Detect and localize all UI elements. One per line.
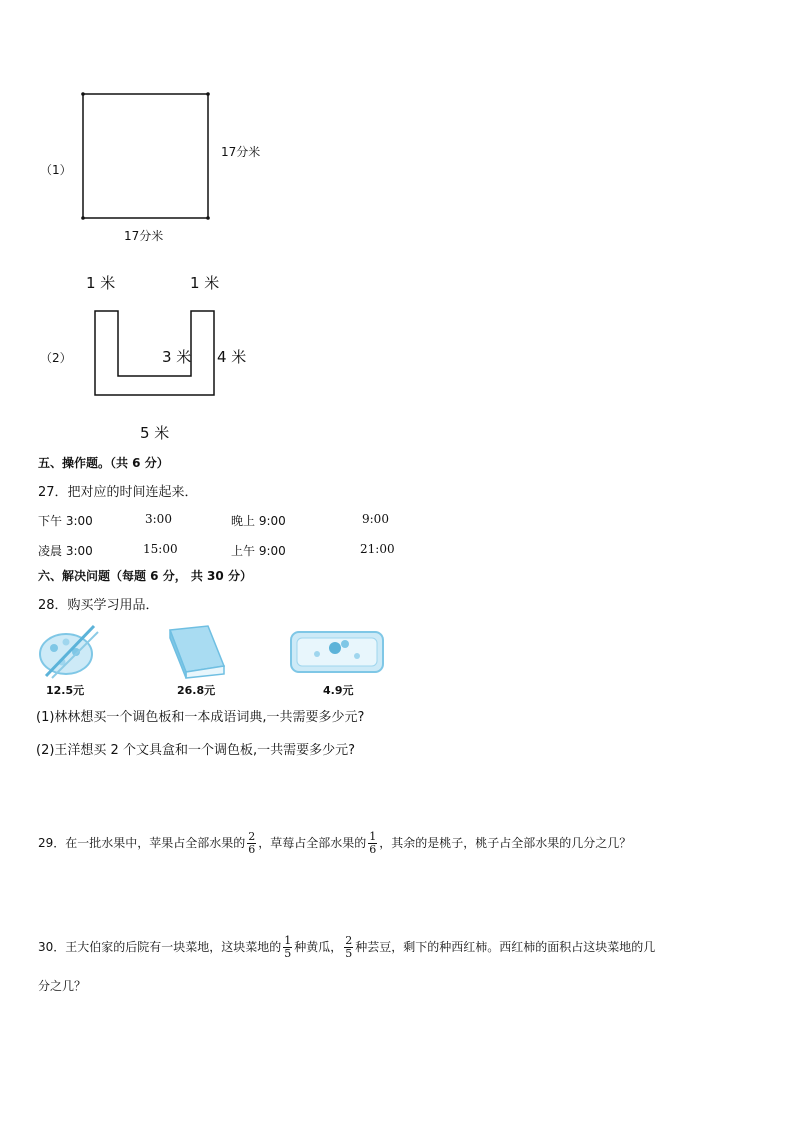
u-top-right-label: 1 米 <box>190 274 220 292</box>
q30-fraction-cucumber <box>283 935 292 960</box>
q27-row1-col3: 晚上 9:00 <box>231 514 286 528</box>
q29-text <box>38 828 631 858</box>
q30-frac2-num: 2 <box>345 934 353 947</box>
q27-row2-col3: 上午 9:00 <box>231 544 286 558</box>
q27-prompt: 27．把对应的时间连起来． <box>38 485 198 500</box>
q30-fraction-beans <box>344 935 353 960</box>
q27-row2-col1: 凌晨 3:00 <box>38 544 93 558</box>
q28-prompt: 28．购买学习用品． <box>38 598 159 613</box>
q27-row2-col2: 15:00 <box>143 542 178 556</box>
q27-row2-col4: 21:00 <box>360 542 395 556</box>
figure1-label: （1） <box>40 163 72 177</box>
q29-frac1-num: 2 <box>248 830 256 843</box>
section6-heading: 六、解决问题（每题 6 分， 共 30 分） <box>38 569 252 583</box>
q30-text <box>38 932 655 962</box>
q30-part3: 种芸豆，剩下的种西红柿。西红柿的面积占这块菜地的几 <box>355 940 656 954</box>
q30-part1: 30．王大伯家的后院有一块菜地，这块菜地的 <box>38 940 282 954</box>
q29-part1: 29．在一批水果中，苹果占全部水果的 <box>38 836 246 850</box>
u-shape <box>95 311 214 395</box>
palette-icon <box>36 622 100 680</box>
q29-frac2-num: 1 <box>369 830 377 843</box>
q30-frac1-num: 1 <box>284 934 292 947</box>
q28-sub2: (2)王洋想买 2 个文具盒和一个调色板,一共需要多少元? <box>36 743 355 758</box>
q29-part2: ，草莓占全部水果的 <box>258 836 367 850</box>
u-inner-height-label: 3 米 <box>162 348 192 366</box>
square-bottom-side-label: 17分米 <box>124 229 164 243</box>
dictionary-book-icon <box>164 622 228 680</box>
u-top-left-label: 1 米 <box>86 274 116 292</box>
q28-sub1: (1)林林想买一个调色板和一本成语词典,一共需要多少元? <box>36 710 365 725</box>
section5-heading: 五、操作题。（共 6 分） <box>38 456 169 470</box>
q27-row1-col1: 下午 3:00 <box>38 514 93 528</box>
figure2-label: （2） <box>40 351 72 365</box>
q30-frac2-den: 5 <box>345 947 353 960</box>
q29-frac1-den: 6 <box>248 843 256 856</box>
palette-price: 12.5元 <box>46 684 85 697</box>
q30-part2: 种黄瓜， <box>294 940 343 954</box>
u-bottom-width-label: 5 米 <box>140 424 170 442</box>
u-outer-height-label: 4 米 <box>217 348 247 366</box>
q29-fraction-apples <box>247 831 256 856</box>
q29-part3: ，其余的是桃子，桃子占全部水果的几分之几？ <box>379 836 632 850</box>
square-right-side-label: 17分米 <box>221 145 261 159</box>
pencil-box-icon <box>287 622 387 680</box>
q30-line2: 分之几？ <box>38 979 87 993</box>
pencil-box-price: 4.9元 <box>323 684 354 697</box>
q27-row1-col2: 3:00 <box>145 512 172 526</box>
u-shape-figure <box>0 0 794 440</box>
dictionary-price: 26.8元 <box>177 684 216 697</box>
q29-frac2-den: 6 <box>369 843 377 856</box>
q29-fraction-strawberries <box>368 831 377 856</box>
q30-frac1-den: 5 <box>284 947 292 960</box>
q27-row1-col4: 9:00 <box>362 512 389 526</box>
